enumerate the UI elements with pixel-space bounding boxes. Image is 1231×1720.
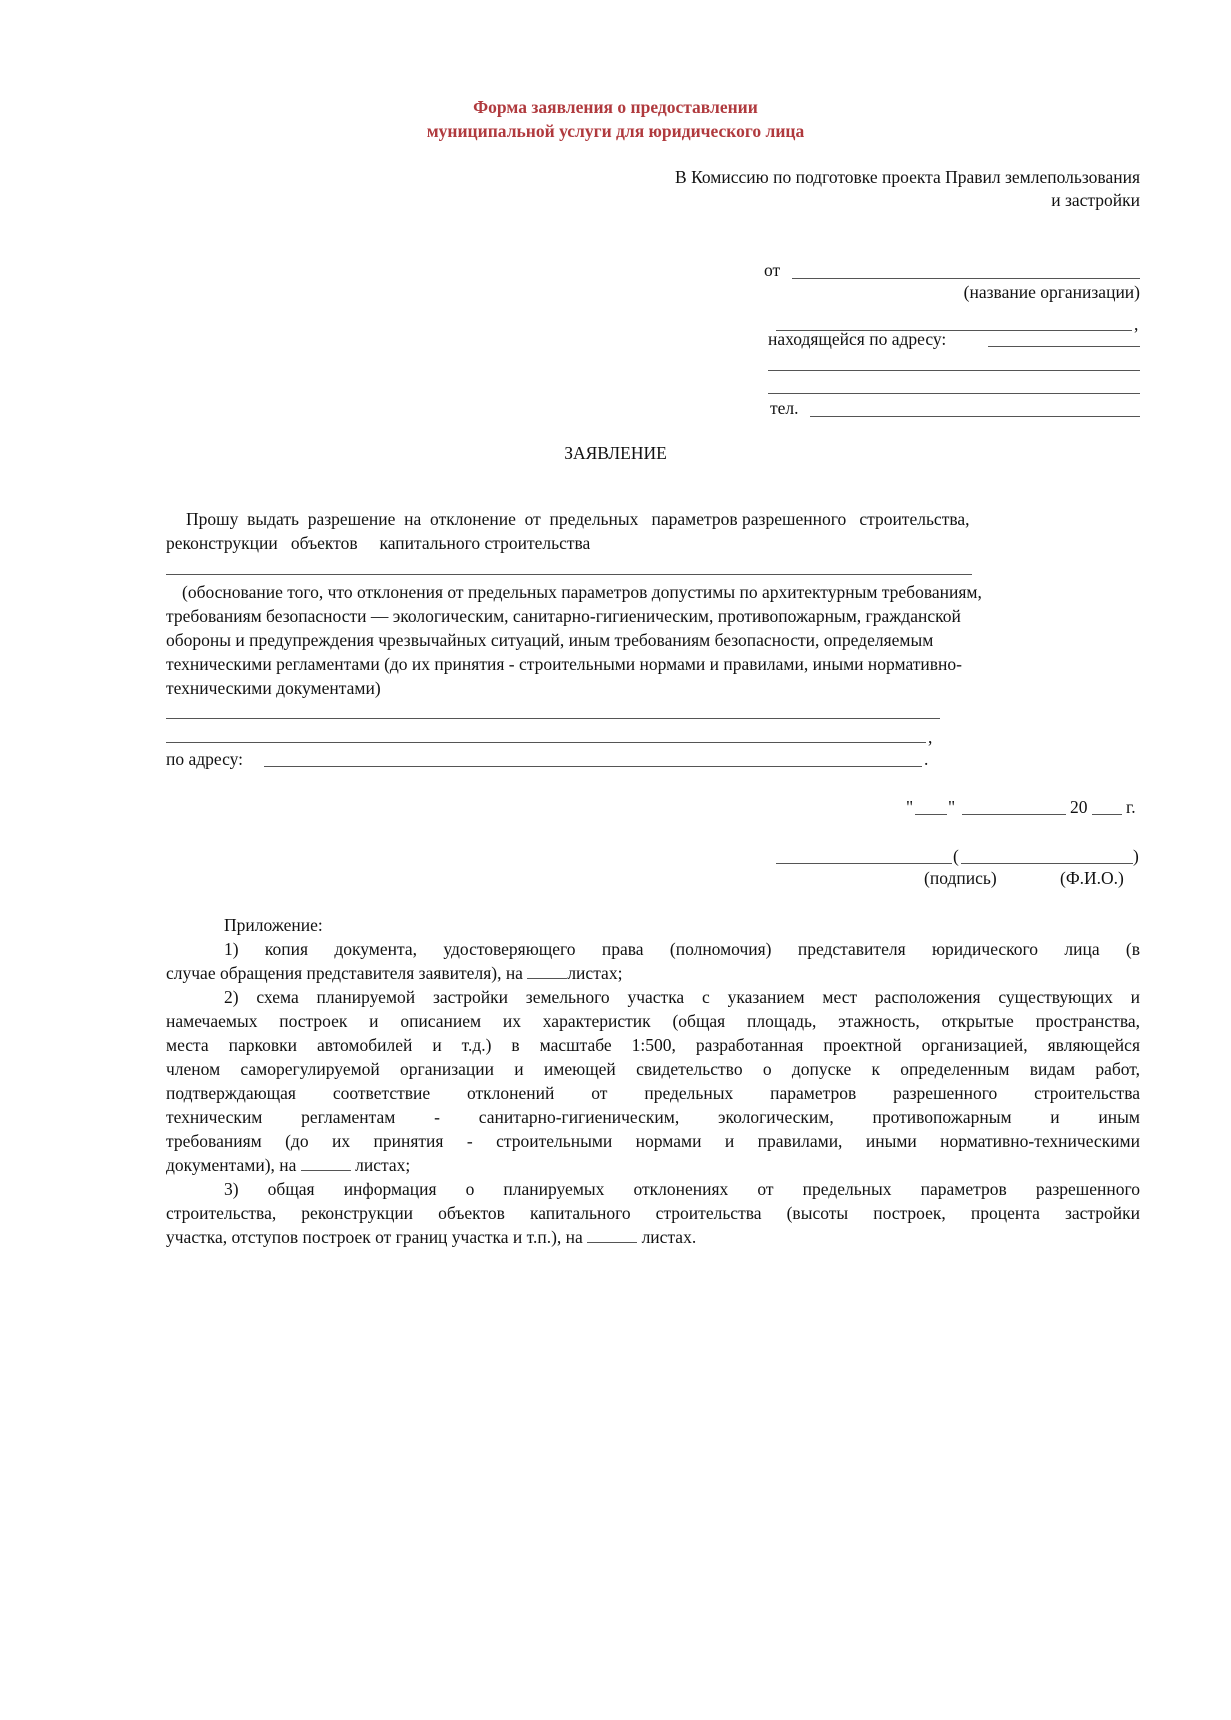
attachment-item3-text: участка, отступов построек от границ участка и т.п.), на [166,1227,583,1247]
attachment-item2-line: 2) схема планируемой застройки земельного участка с указанием мест расположения существующих и [224,987,1140,1007]
form-title-line1: Форма заявления о предоставлении [473,97,758,117]
attachment-item2-line [166,1154,410,1176]
land-plot-field[interactable] [166,718,940,719]
attachment-item2-line: места парковки автомобилей и т.д.) в масштабе 1:500, разработанная проектной организацией, являющейся [166,1035,1140,1055]
request-line1: Прошу выдать разрешение на отклонение от предельных параметров разрешенного строительства, [186,509,970,529]
date-month-field[interactable] [962,814,1066,815]
phone-label: тел. [770,398,799,418]
attachment-item3-sheets-label: листах. [641,1227,697,1247]
date-year-prefix: 20 [1070,797,1088,817]
attachment-item1-line [166,962,622,984]
phone-field[interactable] [810,416,1140,417]
attachment-item1-sheets-label: листах; [567,963,623,983]
comma: , [928,727,933,747]
org-address-line3-field[interactable] [768,393,1140,394]
org-name-field[interactable] [792,278,1140,279]
item2-sheets-field[interactable] [301,1154,351,1171]
attachment-item3-line: строительства, реконструкции объектов капитального строительства (высоты построек, процента застройки [166,1203,1140,1223]
plot-address-field[interactable] [264,766,922,767]
document-heading: ЗАЯВЛЕНИЕ [564,443,667,463]
attachment-item1-text: случае обращения представителя заявителя), на [166,963,523,983]
signature-label: (подпись) [924,868,997,888]
date-close-quote: " [948,797,956,817]
land-plot-line2-field[interactable] [166,742,926,743]
open-paren: ( [953,846,959,866]
plot-address-label: по адресу: [166,749,244,769]
justification-line: обороны и предупреждения чрезвычайных ситуаций, иным требованиям безопасности, определяемым [166,630,934,650]
addressee-line1: В Комиссию по подготовке проекта Правил землепользования [675,167,1140,187]
attachment-item2-sheets-label: листах; [355,1155,411,1175]
attachment-item2-line: требованиям (до их принятия - строительными нормами и правилами, иными нормативно-техническими [166,1131,1140,1151]
from-label: от [764,260,781,280]
attachment-item1-line: 1) копия документа, удостоверяющего права (полномочия) представителя юридического лица (в [224,939,1140,959]
date-open-quote: " [906,797,914,817]
justification-line: (обоснование того, что отклонения от предельных параметров допустимы по архитектурным требованиям, [182,582,982,602]
justification-line: техническими документами) [166,678,381,698]
attachments-heading: Приложение: [224,915,323,935]
attachment-item3-line [166,1226,696,1248]
attachment-item2-line: членом саморегулируемой организации и имеющей свидетельство о допуске к определенным видам работ, [166,1059,1140,1079]
form-title-line2: муниципальной услуги для юридического лица [426,121,805,141]
justification-line: техническими регламентами (до их принятия - строительными нормами и правилами, иными нормативно- [166,654,962,674]
period: . [924,749,929,769]
object-description-field[interactable] [166,574,972,575]
comma: , [1134,314,1139,334]
addressee-line2: и застройки [1051,190,1140,210]
org-name-hint: (название организации) [963,282,1140,302]
attachment-item2-text: документами), на [166,1155,297,1175]
attachment-item2-line: подтверждающая соответствие отклонений от предельных параметров разрешенного строительства [166,1083,1140,1103]
close-paren: ) [1133,846,1139,866]
attachment-item2-line: намечаемых построек и описанием их характеристик (общая площадь, этажность, открытые пространства, [166,1011,1140,1031]
date-year-field[interactable] [1092,814,1122,815]
signature-field[interactable] [776,863,952,864]
org-address-field[interactable] [988,346,1140,347]
item3-sheets-field[interactable] [587,1226,637,1243]
full-name-label: (Ф.И.О.) [1060,868,1124,888]
attachment-item2-line: техническим регламентам - санитарно-гигиеническим, экологическим, противопожарным и иным [166,1107,1140,1127]
org-address-line2-field[interactable] [768,370,1140,371]
address-label: находящейся по адресу: [768,329,947,349]
request-line2: реконструкции объектов капитального строительства [166,533,591,553]
attachment-item3-line: 3) общая информация о планируемых отклонениях от предельных параметров разрешенного [224,1179,1140,1199]
date-year-suffix: г. [1126,797,1136,817]
justification-line: требованиям безопасности — экологическим, санитарно-гигиеническим, противопожарным, гражданской [166,606,961,626]
full-name-field[interactable] [961,863,1133,864]
date-day-field[interactable] [915,814,947,815]
item1-sheets-field[interactable] [527,962,567,979]
